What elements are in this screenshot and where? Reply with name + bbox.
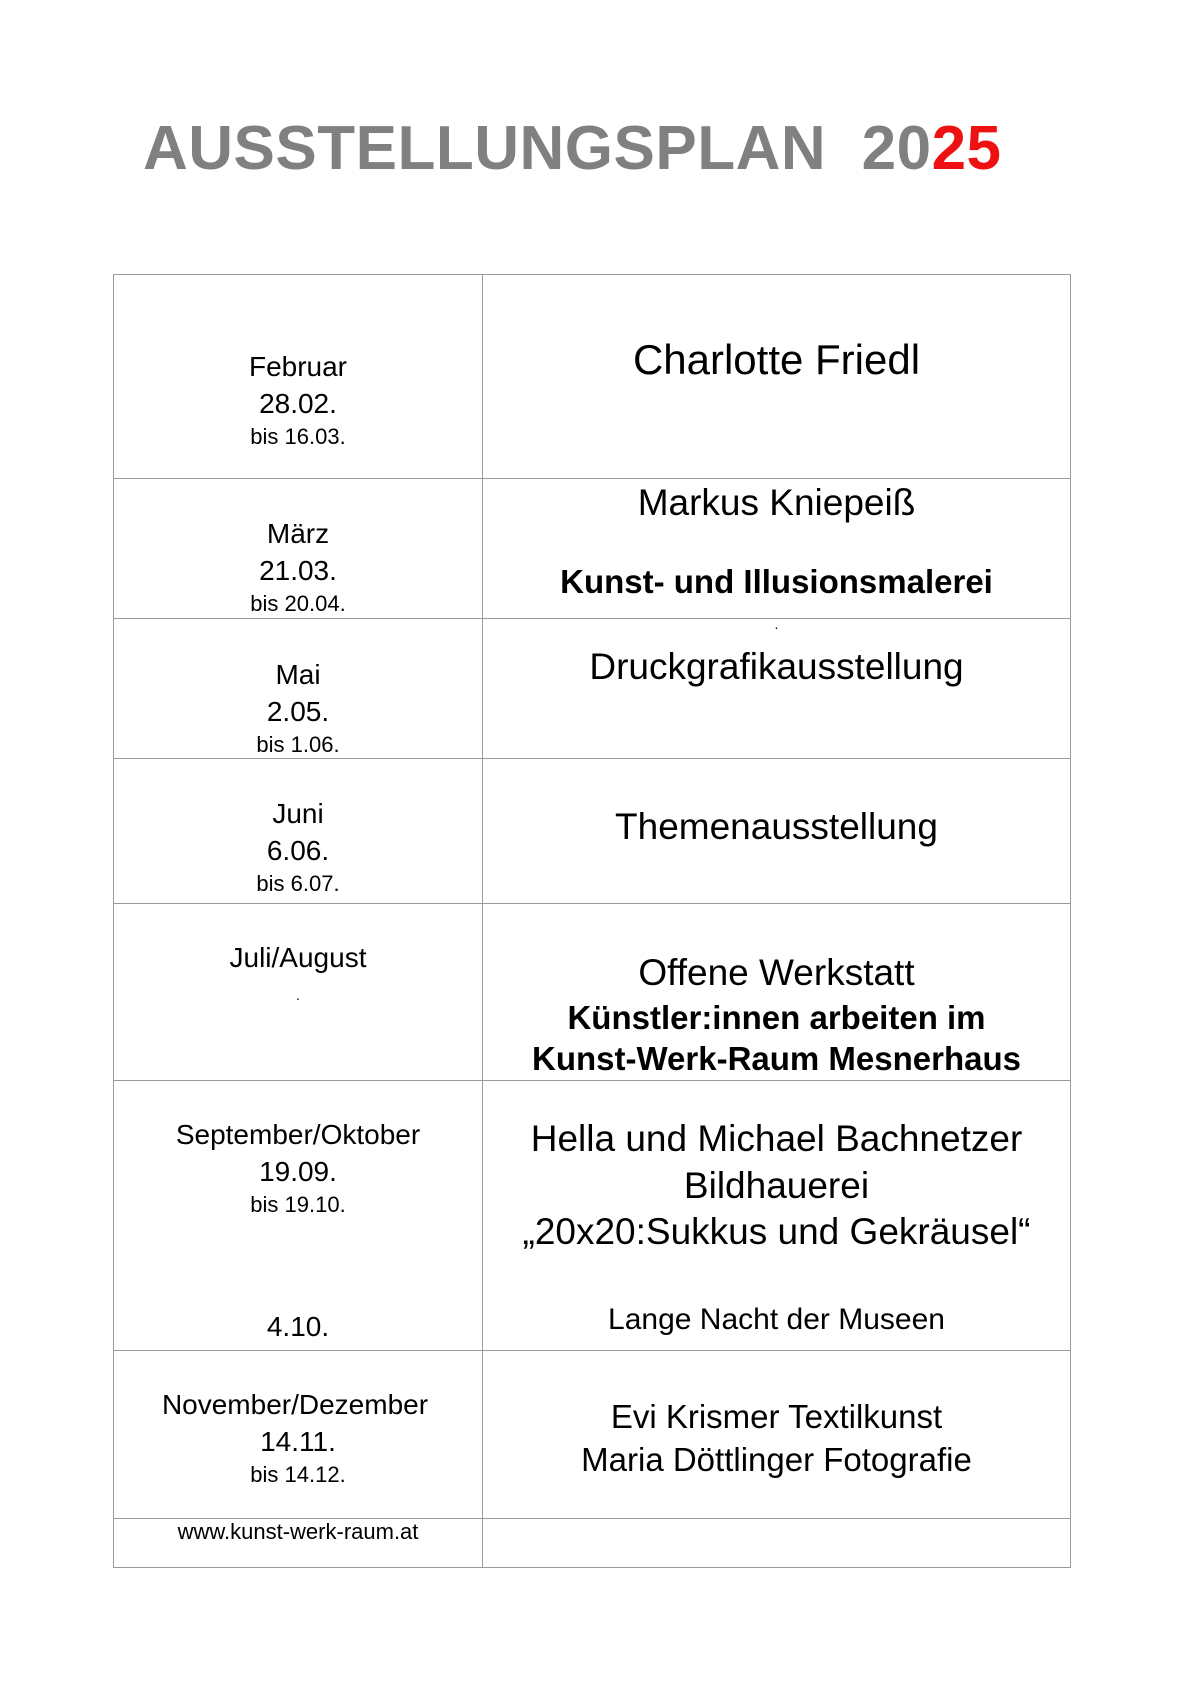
table-row bbox=[114, 1081, 482, 1350]
exhibition-subtitle: Kunst-Werk-Raum Mesnerhaus bbox=[532, 1040, 1021, 1077]
table-row bbox=[114, 619, 482, 758]
event-name: Lange Nacht der Museen bbox=[608, 1303, 945, 1336]
exhibition-title: Druckgrafikausstellung bbox=[589, 646, 964, 687]
table-row bbox=[114, 904, 482, 1080]
exhibition-subtitle: „20x20:Sukkus und Gekräusel“ bbox=[522, 1211, 1031, 1252]
end-date: bis 16.03. bbox=[250, 424, 346, 449]
month-label: Juli/August bbox=[229, 942, 367, 973]
end-date: bis 14.12. bbox=[250, 1462, 346, 1487]
table-row bbox=[114, 759, 482, 903]
end-date: bis 1.06. bbox=[256, 732, 340, 757]
table-border-right bbox=[1070, 274, 1071, 1568]
exhibition-title: Markus Kniepeiß bbox=[637, 482, 916, 523]
exhibition-title: Themenausstellung bbox=[615, 806, 938, 847]
exhibition-discipline: Bildhauerei bbox=[683, 1165, 870, 1206]
exhibition-cell bbox=[483, 479, 1070, 618]
page-title bbox=[143, 114, 1002, 183]
month-label: Februar bbox=[248, 351, 348, 382]
start-date: 14.11. bbox=[260, 1426, 336, 1457]
month-label: März bbox=[266, 518, 330, 549]
exhibition-title: Hella und Michael Bachnetzer bbox=[530, 1118, 1023, 1159]
exhibition-subtitle: Kunst- und Illusionsmalerei bbox=[560, 563, 993, 600]
start-date: 21.03. bbox=[259, 555, 337, 586]
title-text: AUSSTELLUNGSPLAN bbox=[143, 114, 827, 183]
exhibition-subtitle: Maria Döttlinger Fotografie bbox=[581, 1441, 972, 1478]
table-row bbox=[114, 479, 482, 618]
month-label: November/Dezember bbox=[161, 1389, 429, 1420]
month-label: Mai bbox=[275, 659, 321, 690]
end-date: bis 20.04. bbox=[250, 591, 346, 616]
dot-mark: . bbox=[774, 616, 779, 632]
start-date: 2.05. bbox=[266, 696, 330, 727]
title-year-suffix: 25 bbox=[931, 114, 1002, 183]
exhibition-subtitle: Künstler:innen arbeiten im bbox=[567, 999, 986, 1036]
start-date: 6.06. bbox=[266, 835, 330, 866]
start-date: 28.02. bbox=[259, 388, 337, 419]
month-label: Juni bbox=[272, 798, 324, 829]
website-link[interactable]: www.kunst-werk-raum.at bbox=[177, 1519, 419, 1544]
dot-mark: . bbox=[296, 987, 300, 1003]
exhibition-cell bbox=[483, 275, 1070, 478]
table-border-bottom bbox=[113, 1567, 1071, 1568]
exhibition-cell bbox=[483, 616, 1070, 758]
exhibition-title: Offene Werkstatt bbox=[638, 952, 915, 993]
event-date: 4.10. bbox=[266, 1311, 330, 1342]
exhibition-cell bbox=[483, 904, 1070, 1080]
exhibition-cell bbox=[483, 759, 1070, 903]
exhibition-title: Charlotte Friedl bbox=[632, 336, 921, 383]
end-date: bis 6.07. bbox=[256, 871, 340, 896]
start-date: 19.09. bbox=[259, 1156, 337, 1187]
month-label: September/Oktober bbox=[175, 1119, 421, 1150]
exhibition-title: Evi Krismer Textilkunst bbox=[610, 1398, 943, 1435]
title-year-prefix: 20 bbox=[861, 114, 932, 183]
table-row bbox=[114, 1351, 482, 1518]
exhibition-cell bbox=[483, 1351, 1070, 1518]
footer-row bbox=[114, 1519, 482, 1567]
end-date: bis 19.10. bbox=[250, 1192, 346, 1217]
exhibition-cell bbox=[483, 1081, 1070, 1350]
footer-empty-cell bbox=[483, 1519, 1070, 1567]
table-row bbox=[114, 275, 482, 478]
